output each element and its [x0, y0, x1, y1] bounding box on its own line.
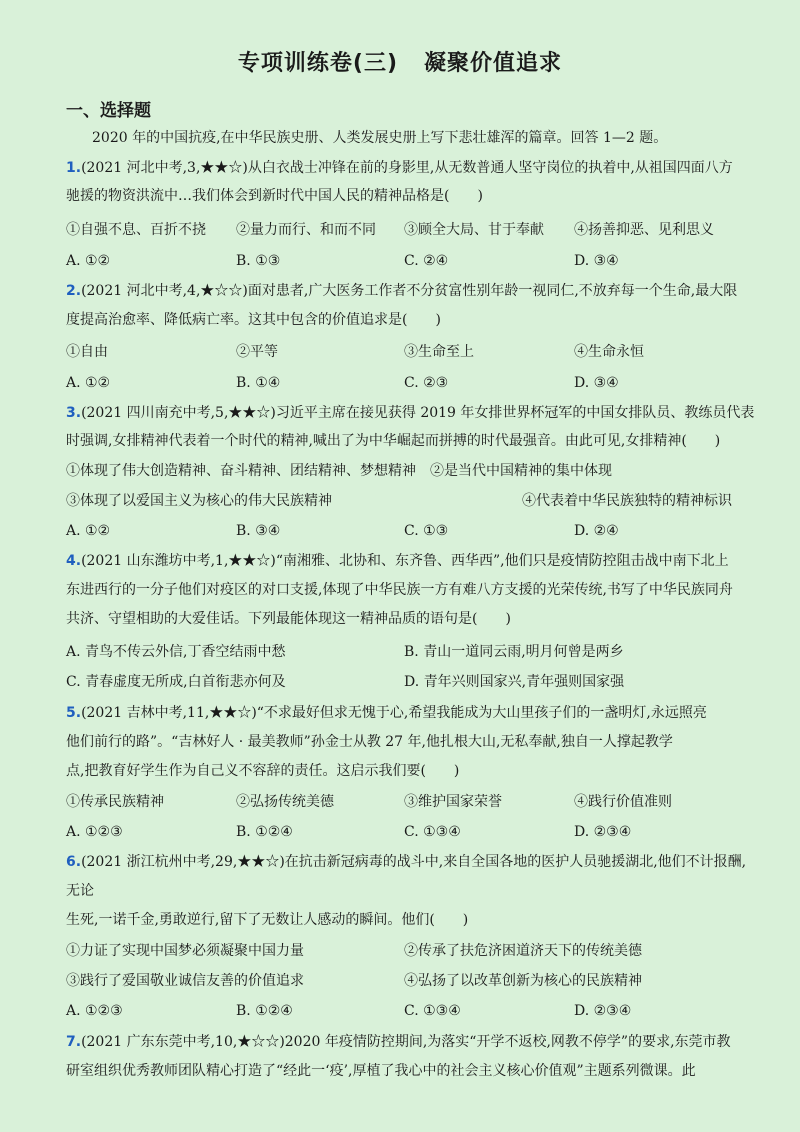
q5-line1: 5.(2021 吉林中考,11,★★☆)“不求最好但求无愧于心,希望我能成为大山里孩子们的一盏明灯,永远照亮 — [66, 705, 707, 721]
q2-choice-b: B. ①④ — [236, 375, 281, 391]
q2-item-3: ③生命至上 — [404, 344, 474, 360]
q1-choice-d: D. ③④ — [574, 253, 619, 269]
q6-item-2: ②传承了扶危济困道济天下的传统美德 — [404, 943, 642, 959]
q2-line2: 度提高治愈率、降低病亡率。这其中包含的价值追求是( ) — [66, 312, 441, 328]
q1-item-4: ④扬善抑恶、见利思义 — [574, 222, 714, 238]
q6-choice-a: A. ①②③ — [66, 1003, 123, 1019]
title-part1: 专项训练卷(三) — [237, 51, 399, 76]
q6-choice-b: B. ①②④ — [236, 1003, 293, 1019]
q3-line2: 时强调,女排精神代表着一个时代的精神,喊出了为中华崛起而拼搏的时代最强音。由此可见,女排精神( ) — [66, 433, 721, 449]
q3-choice-d: D. ②④ — [574, 523, 619, 539]
q3-line1: 3.(2021 四川南充中考,5,★★☆)习近平主席在接见获得 2019 年女排世界杯冠军的中国女排队员、教练员代表 — [66, 405, 755, 421]
q2-choice-a: A. ①② — [66, 375, 111, 391]
q6-choice-c: C. ①③④ — [404, 1003, 461, 1019]
q3-number: 3. — [66, 405, 82, 421]
q2-number: 2. — [66, 283, 82, 299]
q4-choice-d: D. 青年兴则国家兴,青年强则国家强 — [404, 674, 625, 690]
q2-line1: 2.(2021 河北中考,4,★☆☆)面对患者,广大医务工作者不分贫富性别年龄一视同仁,不放弃每一个生命,最大限 — [66, 283, 738, 299]
q1-item-2: ②量力而行、和而不同 — [236, 222, 376, 238]
q4-choice-c: C. 青春虚度无所成,白首衔悲亦何及 — [66, 674, 286, 690]
q1-item-1: ①自强不息、百折不挠 — [66, 222, 206, 238]
q3-choice-b: B. ③④ — [236, 523, 281, 539]
q1-number: 1. — [66, 160, 82, 176]
q4-line2: 东进西行的一分子他们对疫区的对口支援,体现了中华民族一方有难八方支援的光荣传统,书写了中华民族同舟 — [66, 582, 733, 598]
q5-choice-c: C. ①③④ — [404, 824, 461, 840]
q1-line1: 1.(2021 河北中考,3,★★☆)从白衣战士冲锋在前的身影里,从无数普通人坚守岗位的执着中,从祖国四面八方 — [66, 160, 733, 176]
q6-line1: 6.(2021 浙江杭州中考,29,★★☆)在抗击新冠病毒的战斗中,来自全国各地的医护人员驰援湖北,他们不计报酬, — [66, 854, 747, 870]
q5-line2: 他们前行的路”。“吉林好人 · 最美教师”孙金士从教 27 年,他扎根大山,无私奉献,独自一人撑起教学 — [66, 734, 673, 750]
q4-line3: 共济、守望相助的大爱佳话。下列最能体现这一精神品质的语句是( ) — [66, 611, 511, 627]
q2-choice-c: C. ②③ — [404, 375, 449, 391]
q3-item-2: ②是当代中国精神的集中体现 — [430, 463, 612, 479]
q7-line2: 研室组织优秀教师团队精心打造了“经此一‘疫’,厚植了我心中的社会主义核心价值观”主题系列微课。此 — [66, 1063, 696, 1079]
q6-item-1: ①力证了实现中国梦必须凝聚中国力量 — [66, 943, 304, 959]
q1-choice-a: A. ①② — [66, 253, 111, 269]
q6-choice-d: D. ②③④ — [574, 1003, 632, 1019]
q2-item-4: ④生命永恒 — [574, 344, 644, 360]
q1-item-3: ③顾全大局、甘于奉献 — [404, 222, 544, 238]
q4-number: 4. — [66, 553, 82, 569]
q3-item-3: ③体现了以爱国主义为核心的伟大民族精神 — [66, 493, 332, 509]
q2-item-2: ②平等 — [236, 344, 278, 360]
q3-item-4: ④代表着中华民族独特的精神标识 — [522, 493, 732, 509]
section-heading: 一、选择题 — [66, 101, 151, 121]
q1-choice-c: C. ②④ — [404, 253, 449, 269]
intro-text: 2020 年的中国抗疫,在中华民族史册、人类发展史册上写下悲壮雄浑的篇章。回答 1—2 题。 — [92, 130, 668, 146]
title-part2: 凝聚价值追求 — [424, 51, 563, 76]
q5-choice-a: A. ①②③ — [66, 824, 123, 840]
q4-choice-b: B. 青山一道同云雨,明月何曾是两乡 — [404, 644, 624, 660]
q4-line1: 4.(2021 山东潍坊中考,1,★★☆)“南湘雅、北协和、东齐鲁、西华西”,他们只是疫情防控阻击战中南下北上 — [66, 553, 729, 569]
q5-line3: 点,把教育好学生作为自己义不容辞的责任。这启示我们要( ) — [66, 763, 460, 779]
q1-choice-b: B. ①③ — [236, 253, 281, 269]
q2-item-1: ①自由 — [66, 344, 108, 360]
q1-line2: 驰援的物资洪流中…我们体会到新时代中国人民的精神品格是( ) — [66, 188, 483, 204]
q3-item-1: ①体现了伟大创造精神、奋斗精神、团结精神、梦想精神 — [66, 463, 416, 479]
q5-choice-d: D. ②③④ — [574, 824, 632, 840]
q5-item-1: ①传承民族精神 — [66, 794, 164, 810]
q6-item-3: ③践行了爱国敬业诚信友善的价值追求 — [66, 973, 304, 989]
q5-choice-b: B. ①②④ — [236, 824, 293, 840]
q3-choice-a: A. ①② — [66, 523, 111, 539]
q4-choice-a: A. 青鸟不传云外信,丁香空结雨中愁 — [66, 644, 286, 660]
q2-choice-d: D. ③④ — [574, 375, 619, 391]
q7-line1: 7.(2021 广东东莞中考,10,★☆☆)2020 年疫情防控期间,为落实“开学不返校,网教不停学”的要求,东莞市教 — [66, 1034, 731, 1050]
q6-item-4: ④弘扬了以改革创新为核心的民族精神 — [404, 973, 642, 989]
q7-number: 7. — [66, 1034, 82, 1050]
q5-item-3: ③维护国家荣誉 — [404, 794, 502, 810]
page-title — [0, 46, 800, 77]
q6-line3: 生死,一诺千金,勇敢逆行,留下了无数让人感动的瞬间。他们( ) — [66, 912, 469, 928]
q5-item-4: ④践行价值准则 — [574, 794, 672, 810]
q5-item-2: ②弘扬传统美德 — [236, 794, 334, 810]
q5-number: 5. — [66, 705, 82, 721]
q6-line2: 无论 — [66, 883, 94, 899]
q6-number: 6. — [66, 854, 82, 870]
q3-choice-c: C. ①③ — [404, 523, 449, 539]
